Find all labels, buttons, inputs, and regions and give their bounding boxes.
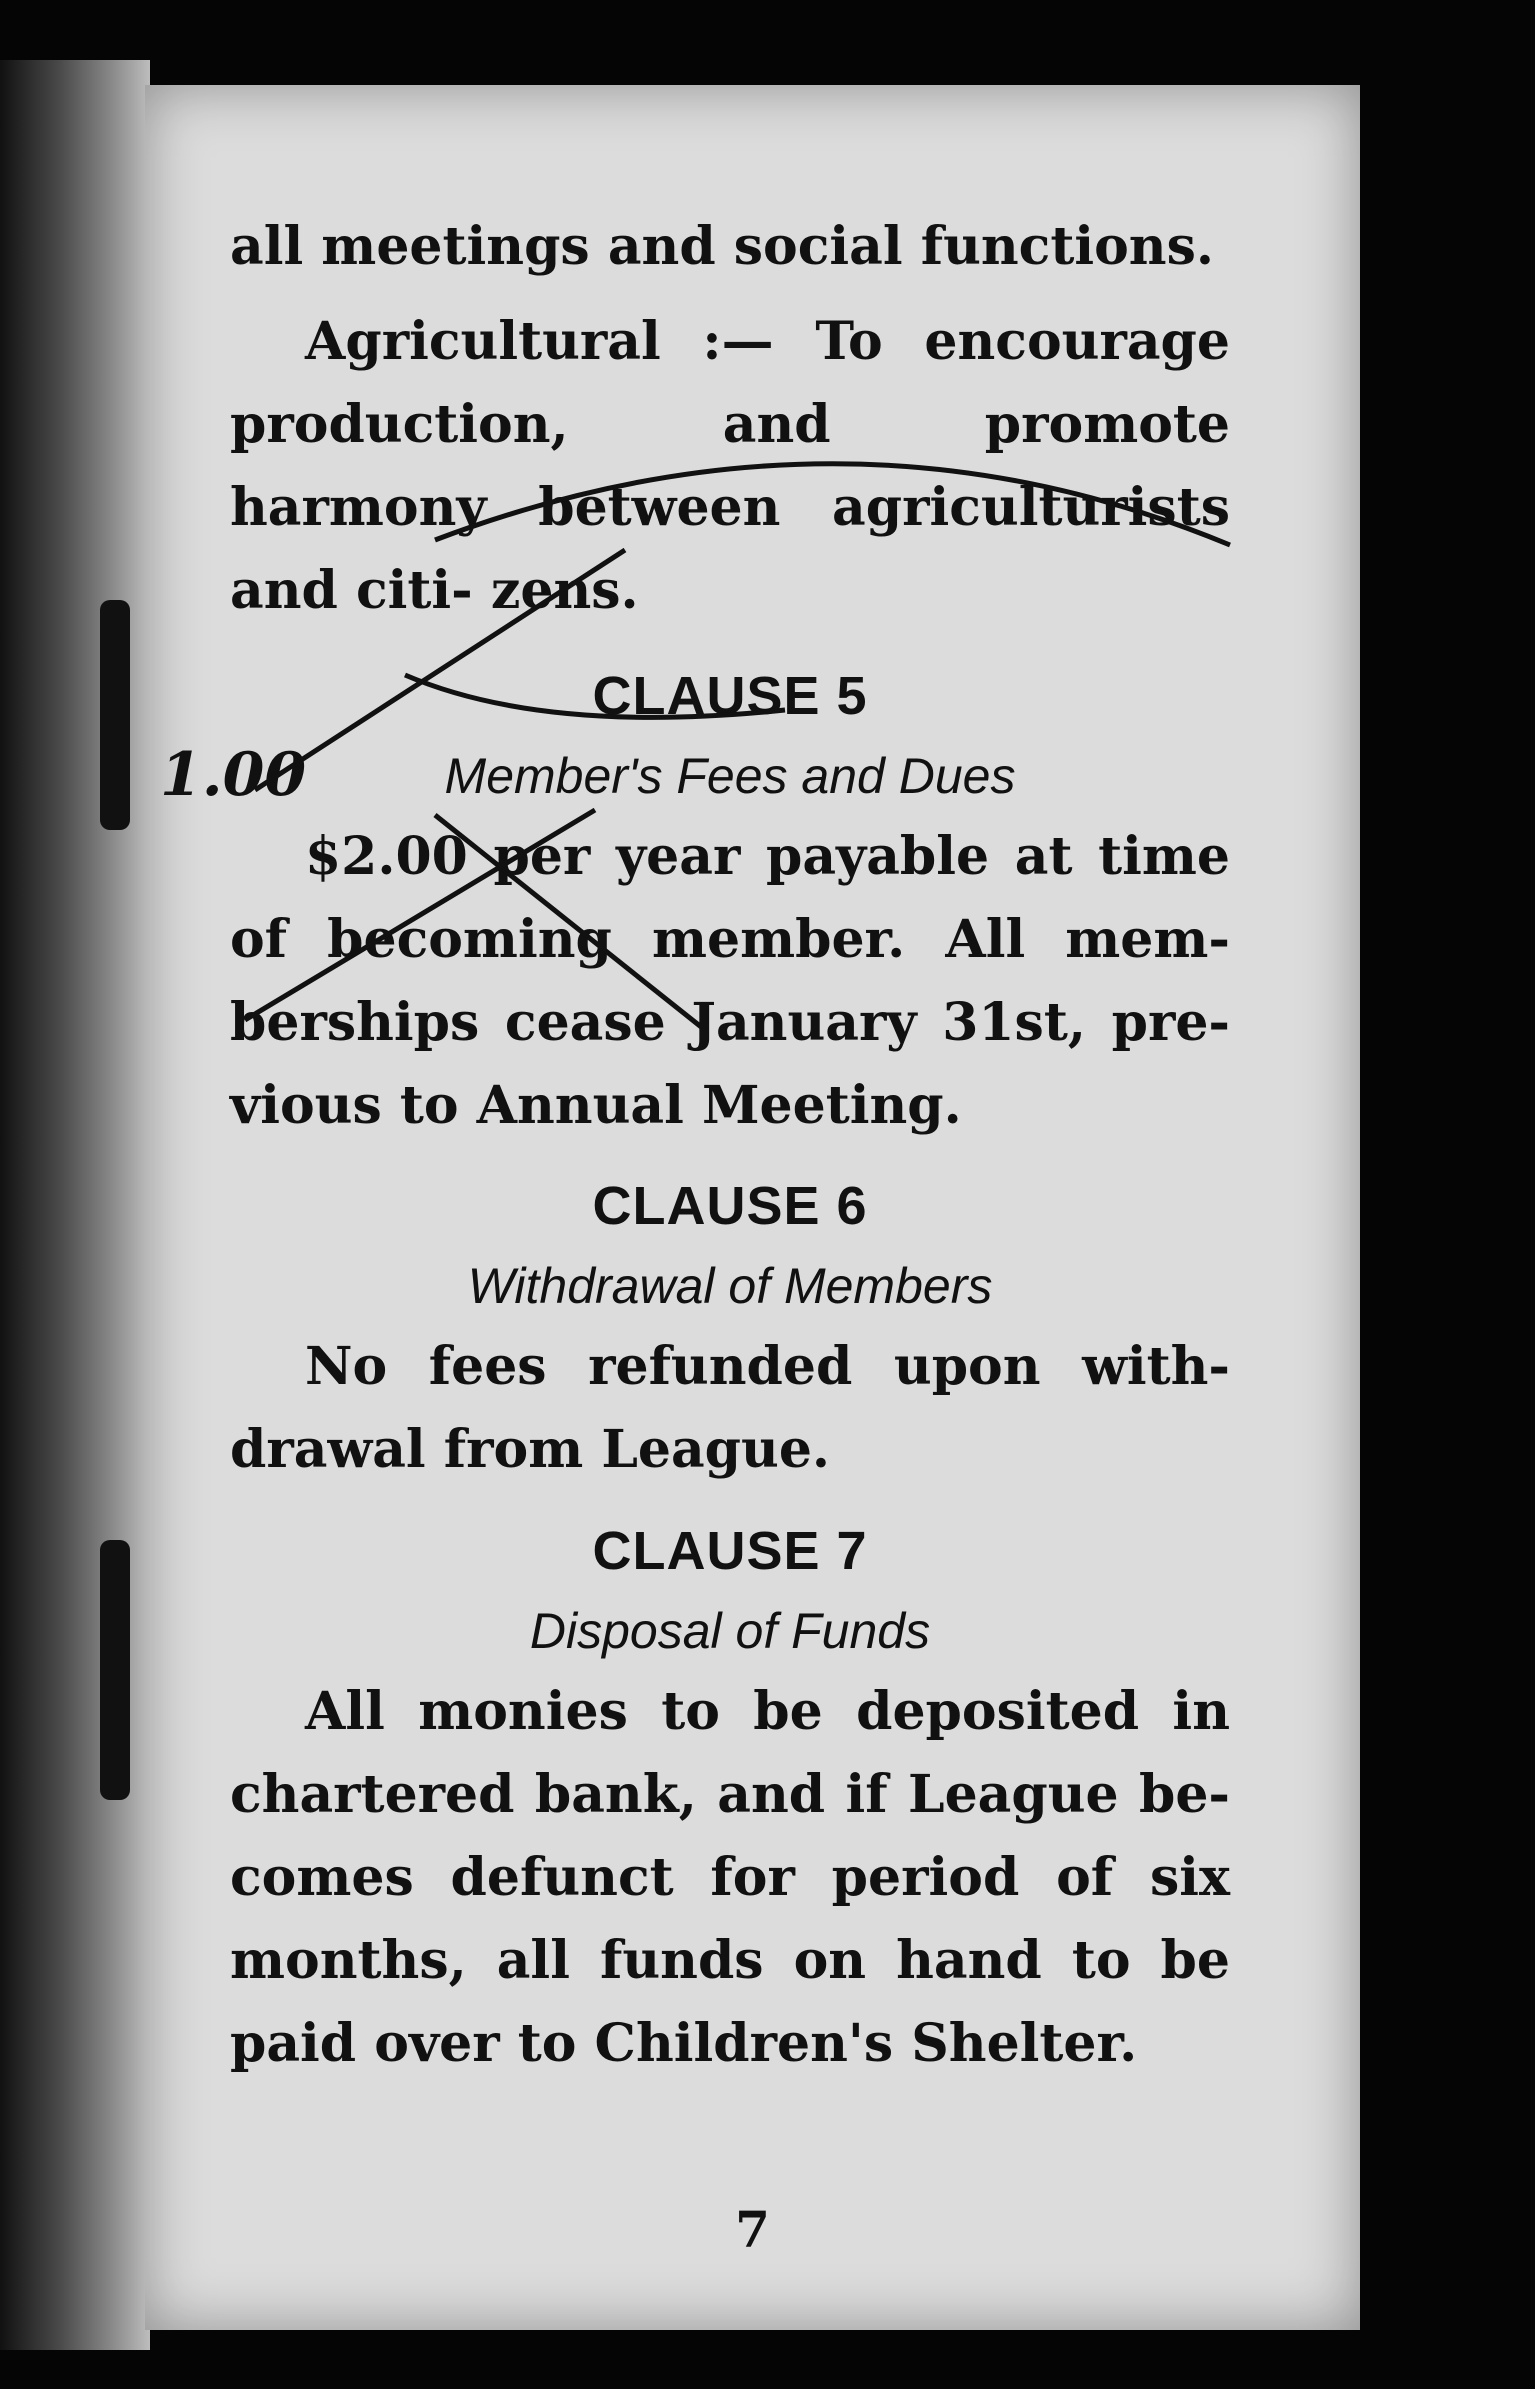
clause-5-body: $2.00 per year payable at time of becoming member. All mem- berships cease January 31st, pre- vious to Annual Meeting. — [230, 826, 1230, 1136]
clause-7 — [230, 1520, 1230, 2085]
clause-5-subheading: Member's Fees and Dues — [444, 748, 1016, 804]
clause-5 — [230, 665, 1230, 1147]
binding-staple-top — [100, 600, 130, 830]
binding-staple-bottom — [100, 1540, 130, 1800]
clause-5-heading: CLAUSE 5 — [592, 666, 868, 726]
clause-7-heading: CLAUSE 7 — [592, 1521, 868, 1581]
agricultural-paragraph: Agricultural :— To encourage production, and promote harmony between agriculturists and citi- zens. — [230, 311, 1230, 621]
clause-6-heading: CLAUSE 6 — [592, 1176, 868, 1236]
clause-7-subheading: Disposal of Funds — [529, 1603, 931, 1659]
page-text-block — [230, 205, 1230, 632]
opening-line: all meetings and social functions. — [230, 216, 1214, 277]
page-number: 7 — [735, 2200, 770, 2259]
clause-7-body: All monies to be deposited in chartered bank, and if League be- comes defunct for period of six months, all funds on hand to be paid over to Children's Shelter. — [230, 1681, 1230, 2074]
book-left-page-edge — [0, 60, 150, 2350]
clause-6-subheading: Withdrawal of Members — [467, 1258, 993, 1314]
clause-6 — [230, 1175, 1230, 1491]
document-page — [145, 85, 1360, 2330]
clause-6-body: No fees refunded upon with- drawal from League. — [230, 1336, 1230, 1480]
handwritten-fee-amendment: 1.00 — [160, 740, 307, 810]
